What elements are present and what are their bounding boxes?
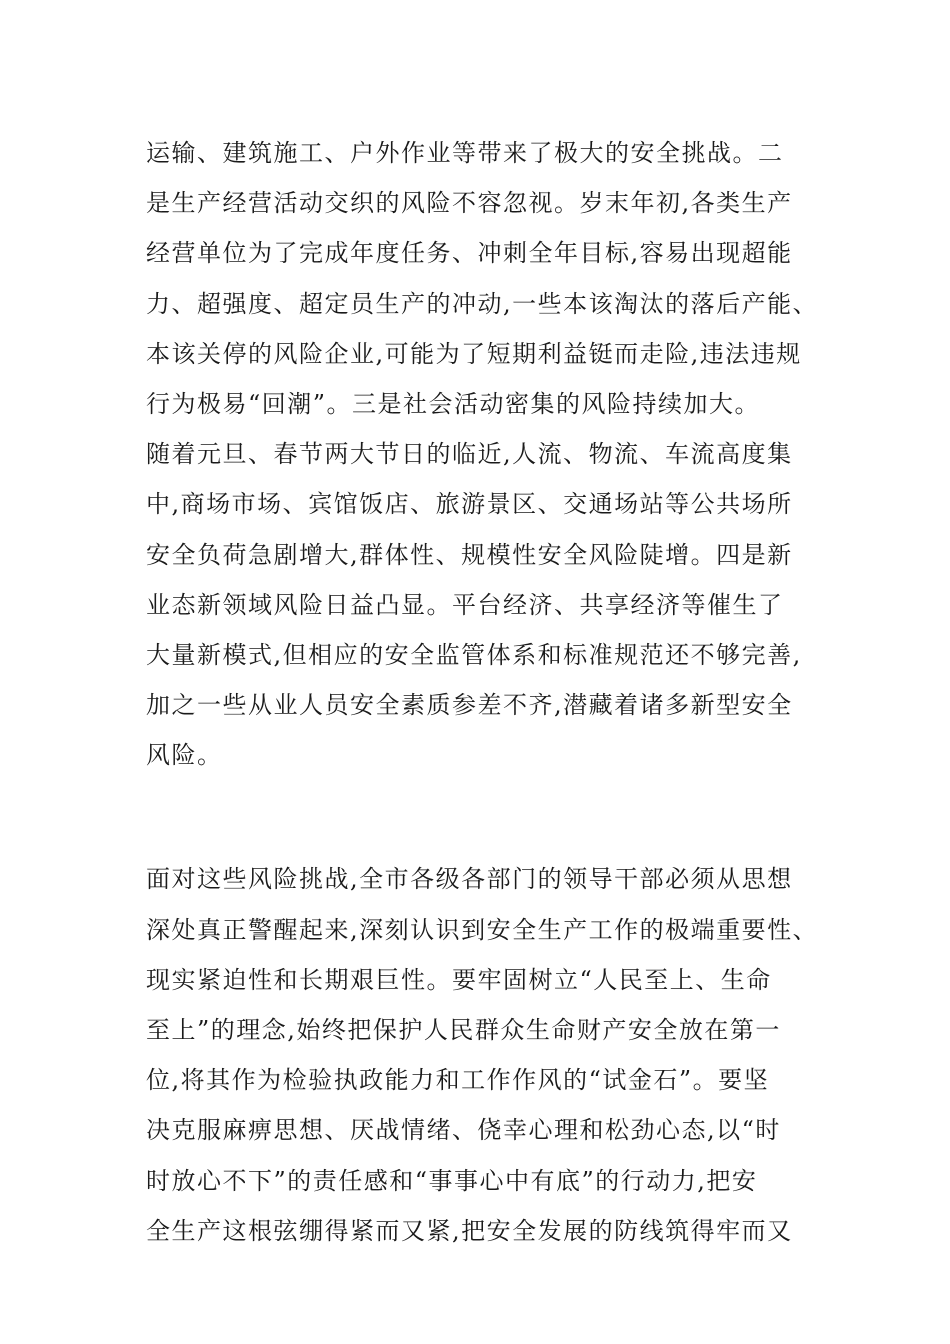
text-line: 全生产这根弦绷得紧而又紧,把安全发展的防线筑得牢而又 [146, 1216, 793, 1245]
text-line: 面对这些风险挑战,全市各级各部门的领导干部必须从思想 [146, 865, 793, 894]
text-line: 风险。 [146, 741, 223, 770]
paragraph-response [146, 854, 826, 1256]
text-line: 时放心不下”的责任感和“事事心中有底”的行动力,把安 [146, 1166, 758, 1195]
text-line: 加之一些从业人员安全素质参差不齐,潜藏着诸多新型安全 [146, 691, 793, 720]
text-line: 大量新模式,但相应的安全监管体系和标准规范还不够完善, [146, 640, 802, 669]
text-line: 是生产经营活动交织的风险不容忽视。岁末年初,各类生产 [146, 189, 793, 218]
text-line: 至上”的理念,始终把保护人民群众生命财产安全放在第一 [146, 1016, 781, 1044]
text-line: 业态新领域风险日益凸显。平台经济、共享经济等催生了 [146, 590, 784, 619]
text-line: 中,商场市场、宾馆饭店、旅游景区、交通场站等公共场所 [146, 490, 793, 519]
text-line: 位,将其作为检验执政能力和工作作风的“试金石”。要坚 [146, 1066, 770, 1095]
text-line: 行为极易“回潮”。三是社会活动密集的风险持续加大。 [146, 389, 761, 418]
text-line: 安全负荷急剧增大,群体性、规模性安全风险陡增。四是新 [146, 540, 793, 569]
text-line: 决克服麻痹思想、厌战情绪、侥幸心理和松劲心态,以“时 [146, 1116, 781, 1145]
text-line: 运输、建筑施工、户外作业等带来了极大的安全挑战。二 [146, 139, 784, 167]
text-line: 随着元旦、春节两大节日的临近,人流、物流、车流高度集 [146, 440, 793, 469]
text-line: 力、超强度、超定员生产的冲动,一些本该淘汰的落后产能、 [146, 289, 819, 318]
text-line: 本该关停的风险企业,可能为了短期利益铤而走险,违法违规 [146, 339, 802, 368]
text-line: 深处真正警醒起来,深刻认识到安全生产工作的极端重要性、 [146, 915, 819, 944]
paragraph-risks [146, 128, 826, 780]
text-line: 现实紧迫性和长期艰巨性。要牢固树立“人民至上、生命 [146, 965, 772, 994]
text-line: 经营单位为了完成年度任务、冲刺全年目标,容易出现超能 [146, 239, 793, 268]
document-page [146, 128, 826, 1256]
paragraph-gap [146, 780, 826, 854]
